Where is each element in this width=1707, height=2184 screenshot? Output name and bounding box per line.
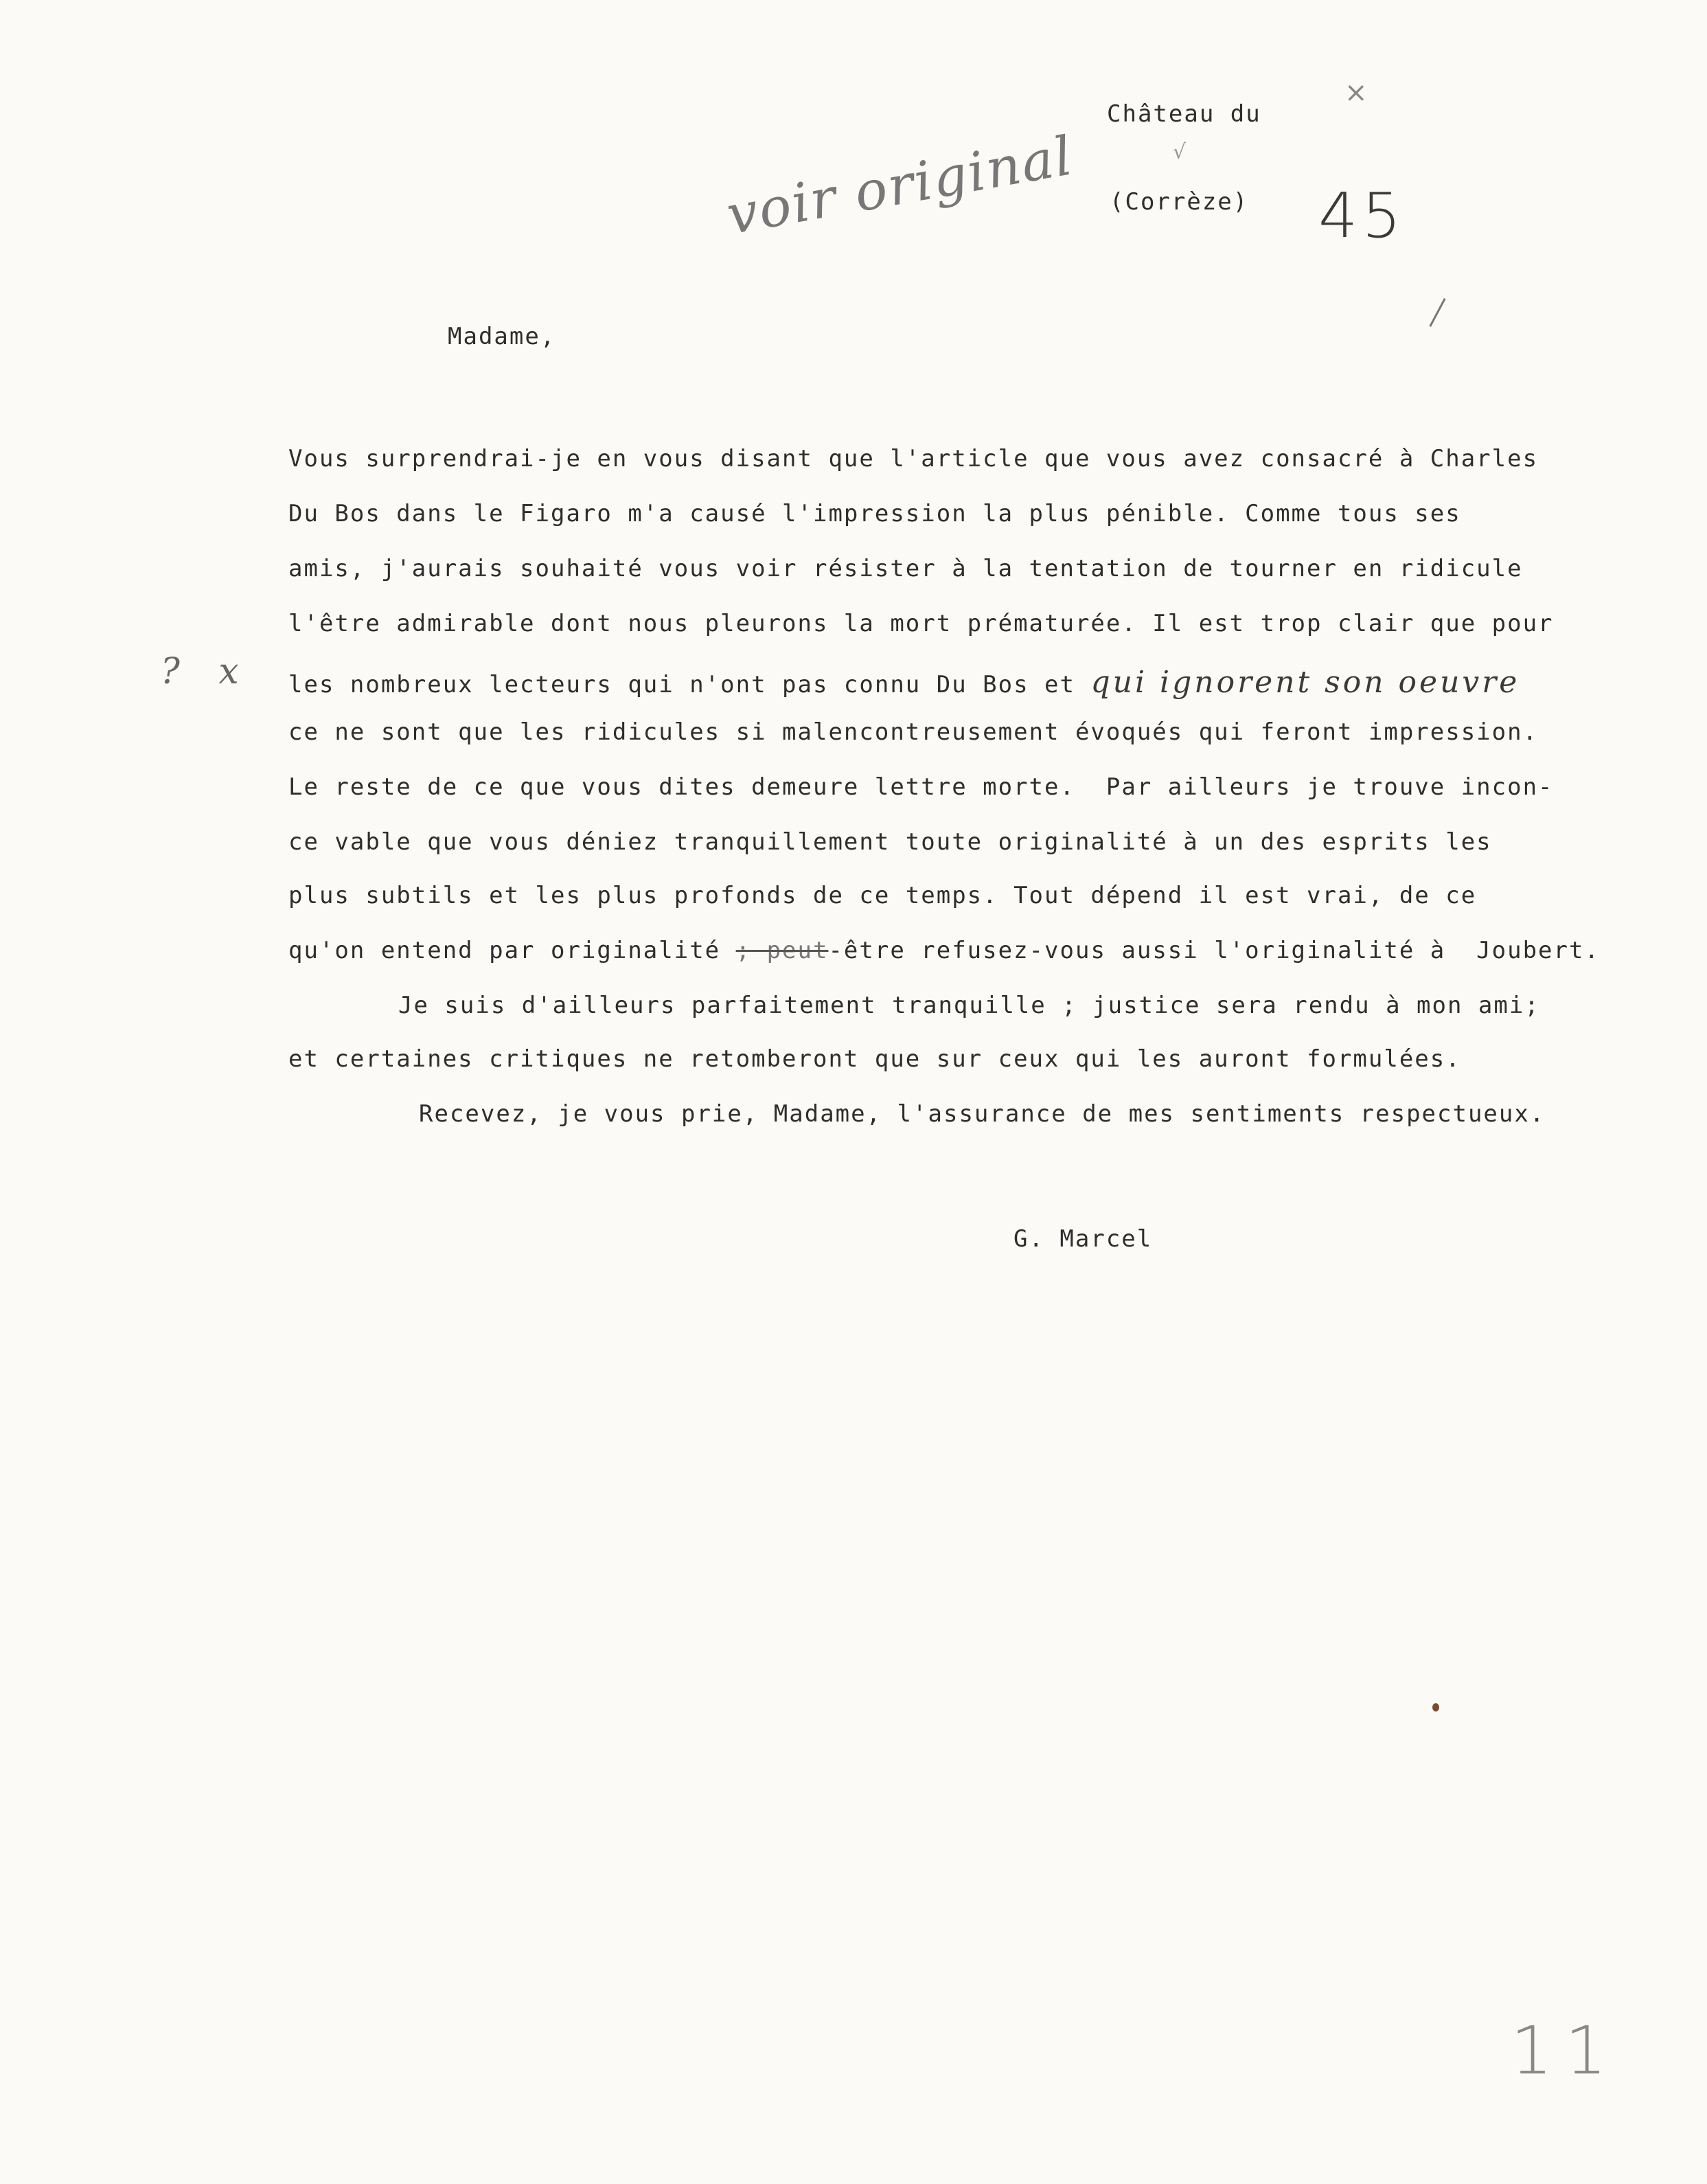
body-line-9: plus subtils et les plus profonds de ce temps. Tout dépend il est vrai, de ce [288,882,1477,909]
body-line-12: et certaines critiques ne retomberont que sur ceux qui les auront formulées. [288,1045,1461,1073]
handwritten-note-voir-original: voir original [722,125,1078,247]
body-line-5-typed: les nombreux lecteurs qui n'ont pas connu Du Bos et [288,671,1091,698]
body-line-2: Du Bos dans le Figaro m'a causé l'impression la plus pénible. Comme tous ses [288,500,1461,527]
body-line-5 [288,665,1520,700]
body-line-3: amis, j'aurais souhaité vous voir résister à la tentation de tourner en ridicule [288,555,1523,582]
body-line-8: ce vable que vous déniez tranquillement toute originalité à un des esprits les [288,828,1492,856]
body-line-10-end: -être refusez-vous aussi l'originalité à Joubert. [828,937,1600,964]
body-line-4: l'être admirable dont nous pleurons la mort prématurée. Il est trop clair que pour [288,610,1554,637]
ink-dot [1432,1703,1439,1711]
address-line-2: (Corrèze) [1110,188,1249,216]
body-line-10 [288,937,1600,964]
handwritten-folio-number: 11 [1511,2012,1620,2089]
body-line-6: ce ne sont que les ridicules si malencontreusement évoqués qui feront impression. [288,718,1539,746]
handwritten-page-number: 45 [1318,180,1406,252]
address-line-1: Château du [1107,100,1261,128]
signature: G. Marcel [1013,1225,1153,1253]
handwritten-insertion: qui ignorent son oeuvre [1090,665,1520,700]
margin-annotation: ? x [161,651,253,692]
salutation: Madame, [448,323,556,350]
pen-stroke-mark [1429,298,1445,327]
body-line-7: Le reste de ce que vous dites demeure lettre morte. Par ailleurs je trouve incon- [288,773,1554,801]
checkmark-annotation: √ [1173,140,1187,164]
body-line-13: Recevez, je vous prie, Madame, l'assurance de mes sentiments respectueux. [419,1100,1546,1128]
body-line-10-start: qu'on entend par originalité [288,937,736,964]
struck-text: ; peut [735,937,829,964]
body-line-1: Vous surprendrai-je en vous disant que l'article que vous avez consacré à Charles [288,445,1539,473]
cross-annotation: × [1344,77,1368,109]
body-line-11: Je suis d'ailleurs parfaitement tranquille ; justice sera rendu à mon ami; [398,992,1540,1019]
